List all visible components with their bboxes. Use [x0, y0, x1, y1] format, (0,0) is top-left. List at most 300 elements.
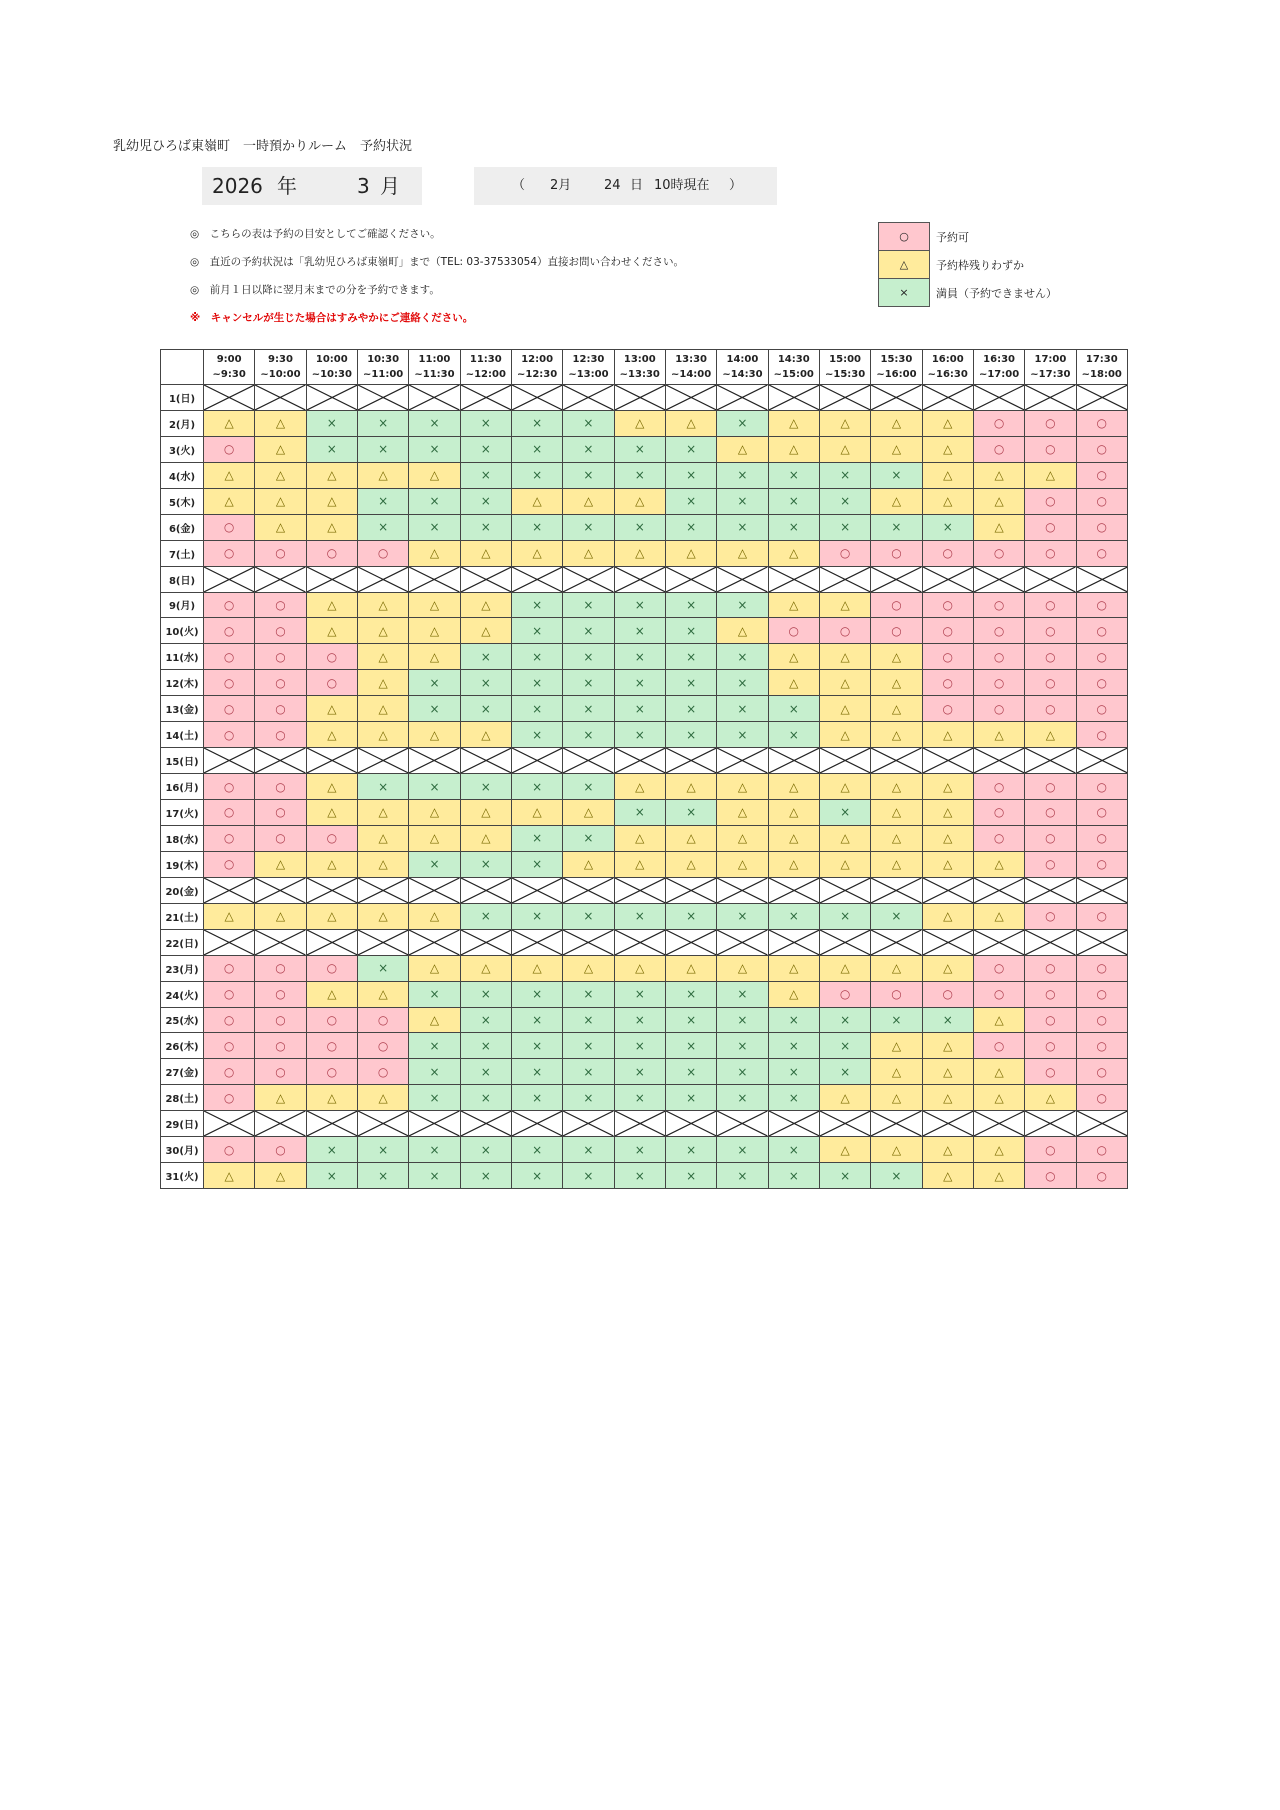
- closed-cell: [1076, 1111, 1127, 1137]
- slot-end: ~11:00: [363, 369, 404, 380]
- slot-cell: ×: [563, 1163, 614, 1189]
- closed-cell: [357, 929, 408, 955]
- slot-cell: ○: [1076, 1085, 1127, 1111]
- closed-cell: [460, 1111, 511, 1137]
- slot-cell: △: [357, 825, 408, 851]
- slot-cell: ×: [665, 1163, 716, 1189]
- slot-cell: ○: [1025, 851, 1076, 877]
- slot-cell: △: [255, 410, 306, 436]
- closed-cell: [717, 566, 768, 592]
- slot-cell: △: [204, 462, 255, 488]
- slot-cell: △: [973, 1059, 1024, 1085]
- slot-cell: △: [819, 851, 870, 877]
- slot-cell: ○: [1076, 774, 1127, 800]
- slot-cell: ○: [204, 981, 255, 1007]
- slot-cell: ×: [563, 825, 614, 851]
- day-row: [161, 385, 1128, 411]
- slot-cell: △: [563, 540, 614, 566]
- day-row: [161, 670, 1128, 696]
- closed-cell: [306, 385, 357, 411]
- slot-start: 15:00: [829, 354, 862, 365]
- slot-cell: ○: [306, 540, 357, 566]
- slot-end: ~17:00: [978, 369, 1020, 380]
- slot-cell: ×: [460, 1059, 511, 1085]
- slot-cell: ○: [871, 618, 922, 644]
- slot-cell: △: [973, 1085, 1024, 1111]
- closed-cell: [204, 748, 255, 774]
- closed-cell: [357, 748, 408, 774]
- closed-cell: [1076, 385, 1127, 411]
- closed-cell: [614, 929, 665, 955]
- day-label: 15(日): [161, 748, 204, 774]
- legend-swatch-available: ○: [879, 223, 930, 251]
- slot-cell: ○: [1076, 436, 1127, 462]
- closed-cell: [973, 929, 1024, 955]
- slot-cell: ○: [1025, 514, 1076, 540]
- slot-cell: ×: [819, 1007, 870, 1033]
- slot-cell: ×: [819, 800, 870, 826]
- slot-cell: △: [306, 981, 357, 1007]
- slot-cell: △: [357, 1085, 408, 1111]
- slot-cell: ○: [922, 670, 973, 696]
- closed-cell: [511, 929, 562, 955]
- slot-cell: ×: [665, 696, 716, 722]
- day-row: [161, 722, 1128, 748]
- slot-cell: ×: [768, 1085, 819, 1111]
- slot-cell: ○: [204, 1007, 255, 1033]
- closed-cell: [973, 877, 1024, 903]
- closed-cell: [460, 748, 511, 774]
- slot-cell: △: [255, 462, 306, 488]
- slot-cell: △: [409, 540, 460, 566]
- time-slot-header: [409, 350, 460, 385]
- day-row: [161, 1033, 1128, 1059]
- page-title: 乳幼児ひろば東嶺町 一時預かりルーム 予約状況: [113, 139, 413, 154]
- slot-end: ~13:00: [568, 369, 609, 380]
- slot-cell: ×: [409, 514, 460, 540]
- slot-cell: △: [204, 903, 255, 929]
- day-label: 29(日): [161, 1111, 204, 1137]
- closed-cell: [511, 566, 562, 592]
- slot-cell: ○: [204, 1059, 255, 1085]
- slot-cell: ×: [460, 670, 511, 696]
- day-row: [161, 774, 1128, 800]
- slot-cell: ○: [922, 696, 973, 722]
- slot-cell: △: [717, 540, 768, 566]
- slot-cell: ×: [665, 670, 716, 696]
- slot-end: ~10:00: [260, 369, 301, 380]
- slot-cell: △: [871, 1085, 922, 1111]
- slot-cell: ×: [511, 774, 562, 800]
- slot-cell: ○: [204, 540, 255, 566]
- slot-cell: △: [511, 540, 562, 566]
- slot-cell: △: [306, 851, 357, 877]
- slot-cell: ○: [1025, 540, 1076, 566]
- closed-cell: [306, 929, 357, 955]
- slot-cell: △: [768, 592, 819, 618]
- day-row: [161, 903, 1128, 929]
- slot-cell: ○: [1076, 1137, 1127, 1163]
- slot-cell: ×: [665, 903, 716, 929]
- closed-cell: [357, 1111, 408, 1137]
- closed-cell: [973, 385, 1024, 411]
- slot-cell: △: [409, 722, 460, 748]
- day-label: 11(水): [161, 644, 204, 670]
- closed-cell: [563, 1111, 614, 1137]
- slot-cell: △: [922, 1163, 973, 1189]
- slot-cell: ×: [614, 903, 665, 929]
- slot-cell: △: [357, 903, 408, 929]
- slot-cell: ×: [717, 696, 768, 722]
- notes: [190, 226, 684, 338]
- slot-cell: △: [871, 1059, 922, 1085]
- slot-cell: △: [922, 1137, 973, 1163]
- day-row: [161, 929, 1128, 955]
- slot-cell: △: [255, 851, 306, 877]
- closed-cell: [409, 929, 460, 955]
- slot-cell: ×: [768, 696, 819, 722]
- slot-cell: ×: [563, 462, 614, 488]
- day-row: [161, 1085, 1128, 1111]
- slot-cell: ○: [255, 592, 306, 618]
- slot-cell: △: [819, 1085, 870, 1111]
- slot-cell: ×: [614, 644, 665, 670]
- slot-start: 10:30: [367, 354, 400, 365]
- slot-cell: ×: [614, 1163, 665, 1189]
- slot-cell: △: [819, 670, 870, 696]
- slot-end: ~18:00: [1081, 369, 1122, 380]
- slot-cell: ○: [1025, 696, 1076, 722]
- slot-cell: ○: [973, 955, 1024, 981]
- slot-cell: ○: [922, 618, 973, 644]
- closed-cell: [255, 566, 306, 592]
- closed-cell: [717, 385, 768, 411]
- slot-cell: ○: [973, 644, 1024, 670]
- slot-cell: △: [922, 436, 973, 462]
- day-label: 9(月): [161, 592, 204, 618]
- closed-cell: [768, 877, 819, 903]
- slot-start: 12:30: [572, 354, 605, 365]
- closed-cell: [1025, 566, 1076, 592]
- slot-cell: △: [922, 851, 973, 877]
- slot-cell: ×: [511, 514, 562, 540]
- time-slot-header: [614, 350, 665, 385]
- time-slot-header: [306, 350, 357, 385]
- slot-cell: ×: [614, 592, 665, 618]
- slot-cell: ×: [768, 1007, 819, 1033]
- slot-cell: ×: [819, 1163, 870, 1189]
- slot-cell: ○: [204, 1085, 255, 1111]
- slot-cell: ×: [614, 1007, 665, 1033]
- slot-cell: △: [409, 644, 460, 670]
- slot-cell: ×: [563, 722, 614, 748]
- slot-cell: ○: [1076, 670, 1127, 696]
- slot-cell: ○: [973, 540, 1024, 566]
- day-label: 5(木): [161, 488, 204, 514]
- day-label: 12(木): [161, 670, 204, 696]
- slot-cell: △: [511, 488, 562, 514]
- slot-cell: △: [871, 436, 922, 462]
- slot-cell: ×: [511, 1137, 562, 1163]
- slot-cell: △: [973, 903, 1024, 929]
- slot-cell: ×: [665, 800, 716, 826]
- closed-cell: [511, 385, 562, 411]
- slot-cell: △: [306, 488, 357, 514]
- slot-cell: △: [768, 981, 819, 1007]
- slot-cell: △: [614, 774, 665, 800]
- closed-cell: [1025, 1111, 1076, 1137]
- slot-cell: △: [409, 1007, 460, 1033]
- as-of-close: ）: [729, 178, 743, 193]
- closed-cell: [973, 566, 1024, 592]
- closed-cell: [563, 929, 614, 955]
- closed-cell: [255, 748, 306, 774]
- slot-cell: ○: [357, 540, 408, 566]
- slot-cell: ×: [563, 410, 614, 436]
- slot-cell: ×: [717, 410, 768, 436]
- day-row: [161, 1137, 1128, 1163]
- slot-cell: ×: [409, 774, 460, 800]
- slot-cell: △: [922, 800, 973, 826]
- slot-cell: △: [563, 800, 614, 826]
- closed-cell: [665, 385, 716, 411]
- closed-cell: [973, 1111, 1024, 1137]
- slot-cell: ○: [357, 1007, 408, 1033]
- slot-cell: △: [204, 1163, 255, 1189]
- slot-cell: ○: [306, 644, 357, 670]
- as-of-box: [474, 167, 777, 205]
- slot-cell: ×: [306, 1163, 357, 1189]
- slot-cell: △: [871, 851, 922, 877]
- day-label: 10(火): [161, 618, 204, 644]
- day-row: [161, 981, 1128, 1007]
- slot-cell: ×: [665, 592, 716, 618]
- slot-cell: ○: [306, 1059, 357, 1085]
- closed-cell: [204, 877, 255, 903]
- slot-cell: ○: [255, 670, 306, 696]
- slot-cell: △: [306, 774, 357, 800]
- slot-cell: ○: [306, 1033, 357, 1059]
- slot-cell: ○: [204, 800, 255, 826]
- slot-cell: ○: [1025, 488, 1076, 514]
- slot-cell: △: [357, 618, 408, 644]
- slot-cell: ×: [717, 1059, 768, 1085]
- slot-cell: ×: [409, 410, 460, 436]
- slot-cell: ×: [409, 1033, 460, 1059]
- closed-cell: [768, 748, 819, 774]
- day-row: [161, 462, 1128, 488]
- closed-cell: [768, 385, 819, 411]
- slot-cell: ○: [255, 540, 306, 566]
- slot-cell: ○: [973, 825, 1024, 851]
- slot-cell: ○: [819, 981, 870, 1007]
- day-row: [161, 1059, 1128, 1085]
- slot-cell: ×: [563, 670, 614, 696]
- closed-cell: [460, 385, 511, 411]
- slot-cell: ×: [460, 436, 511, 462]
- slot-cell: △: [1025, 462, 1076, 488]
- slot-cell: ×: [409, 851, 460, 877]
- slot-cell: ×: [717, 1033, 768, 1059]
- slot-cell: ×: [563, 1085, 614, 1111]
- slot-end: ~11:30: [414, 369, 455, 380]
- slot-cell: ○: [306, 955, 357, 981]
- closed-cell: [204, 385, 255, 411]
- slot-cell: ○: [204, 851, 255, 877]
- slot-end: ~12:30: [517, 369, 558, 380]
- slot-end: ~10:30: [311, 369, 352, 380]
- slot-cell: △: [306, 592, 357, 618]
- closed-cell: [819, 1111, 870, 1137]
- slot-cell: ○: [204, 436, 255, 462]
- slot-start: 9:00: [216, 354, 242, 365]
- slot-cell: ×: [768, 903, 819, 929]
- slot-start: 17:00: [1034, 354, 1067, 365]
- slot-cell: ×: [819, 1059, 870, 1085]
- slot-cell: ×: [563, 1033, 614, 1059]
- day-row: [161, 618, 1128, 644]
- slot-cell: ×: [409, 1137, 460, 1163]
- slot-cell: △: [871, 696, 922, 722]
- slot-cell: ×: [614, 514, 665, 540]
- day-row: [161, 800, 1128, 826]
- slot-cell: ×: [768, 462, 819, 488]
- closed-cell: [204, 929, 255, 955]
- slot-cell: ×: [665, 462, 716, 488]
- slot-cell: ×: [460, 462, 511, 488]
- slot-cell: ×: [460, 696, 511, 722]
- slot-cell: ×: [614, 670, 665, 696]
- slot-cell: ○: [922, 644, 973, 670]
- day-label: 30(月): [161, 1137, 204, 1163]
- slot-cell: ○: [1025, 644, 1076, 670]
- day-row: [161, 1111, 1128, 1137]
- slot-cell: ×: [409, 696, 460, 722]
- slot-cell: ×: [511, 981, 562, 1007]
- slot-cell: ○: [1076, 825, 1127, 851]
- slot-cell: △: [460, 825, 511, 851]
- slot-cell: ×: [665, 1059, 716, 1085]
- day-row: [161, 1163, 1128, 1189]
- slot-cell: △: [717, 955, 768, 981]
- slot-cell: △: [357, 981, 408, 1007]
- day-label: 1(日): [161, 385, 204, 411]
- slot-cell: △: [973, 1137, 1024, 1163]
- slot-cell: ×: [357, 774, 408, 800]
- day-label: 19(木): [161, 851, 204, 877]
- slot-cell: ×: [768, 488, 819, 514]
- slot-cell: △: [614, 825, 665, 851]
- slot-cell: △: [460, 618, 511, 644]
- slot-cell: ×: [717, 592, 768, 618]
- corner-cell: [161, 350, 204, 385]
- as-of-open: （: [512, 178, 526, 193]
- legend-label: 予約枠残りわずか: [936, 258, 1024, 272]
- slot-cell: △: [665, 825, 716, 851]
- slot-cell: △: [768, 851, 819, 877]
- slot-cell: △: [460, 592, 511, 618]
- day-label: 13(金): [161, 696, 204, 722]
- slot-cell: ○: [1076, 851, 1127, 877]
- time-slot-header: [819, 350, 870, 385]
- slot-cell: ○: [1076, 696, 1127, 722]
- slot-cell: △: [922, 903, 973, 929]
- slot-start: 11:30: [469, 354, 502, 365]
- slot-cell: △: [460, 722, 511, 748]
- slot-cell: ○: [973, 670, 1024, 696]
- closed-cell: [768, 929, 819, 955]
- slot-cell: △: [511, 800, 562, 826]
- time-slot-header: [255, 350, 306, 385]
- slot-cell: ×: [768, 1163, 819, 1189]
- slot-cell: △: [922, 410, 973, 436]
- slot-cell: ×: [511, 644, 562, 670]
- slot-cell: △: [1025, 722, 1076, 748]
- legend: [878, 222, 1059, 307]
- slot-cell: △: [871, 1033, 922, 1059]
- slot-cell: △: [306, 1085, 357, 1111]
- month-value: 3: [357, 174, 370, 198]
- time-slot-header: [204, 350, 255, 385]
- slot-cell: △: [204, 488, 255, 514]
- day-row: [161, 825, 1128, 851]
- closed-cell: [819, 929, 870, 955]
- slot-cell: △: [871, 722, 922, 748]
- slot-cell: ○: [1025, 436, 1076, 462]
- slot-cell: ×: [922, 514, 973, 540]
- slot-cell: ×: [563, 644, 614, 670]
- slot-cell: △: [973, 851, 1024, 877]
- slot-cell: ○: [973, 981, 1024, 1007]
- closed-cell: [973, 748, 1024, 774]
- slot-cell: ×: [409, 488, 460, 514]
- slot-cell: △: [563, 488, 614, 514]
- slot-cell: △: [409, 955, 460, 981]
- slot-cell: ×: [511, 1085, 562, 1111]
- closed-cell: [922, 566, 973, 592]
- slot-cell: △: [819, 825, 870, 851]
- slot-cell: ×: [665, 488, 716, 514]
- closed-cell: [871, 929, 922, 955]
- slot-cell: △: [357, 670, 408, 696]
- slot-cell: ○: [1025, 1059, 1076, 1085]
- slot-start: 16:00: [931, 354, 964, 365]
- slot-cell: ○: [204, 722, 255, 748]
- slot-cell: △: [614, 851, 665, 877]
- slot-cell: △: [357, 462, 408, 488]
- slot-cell: ○: [255, 981, 306, 1007]
- closed-cell: [922, 748, 973, 774]
- slot-cell: ○: [1076, 410, 1127, 436]
- slot-cell: ×: [768, 1137, 819, 1163]
- slot-cell: ×: [563, 981, 614, 1007]
- slot-end: ~17:30: [1030, 369, 1071, 380]
- slot-cell: ×: [614, 462, 665, 488]
- slot-cell: △: [768, 410, 819, 436]
- closed-cell: [871, 877, 922, 903]
- slot-cell: ○: [255, 774, 306, 800]
- slot-cell: △: [973, 722, 1024, 748]
- slot-end: ~15:00: [773, 369, 814, 380]
- slot-cell: △: [306, 722, 357, 748]
- slot-cell: ○: [1025, 774, 1076, 800]
- slot-cell: ×: [717, 981, 768, 1007]
- slot-cell: △: [255, 436, 306, 462]
- slot-cell: △: [306, 903, 357, 929]
- slot-cell: ○: [255, 800, 306, 826]
- closed-cell: [409, 748, 460, 774]
- slot-cell: ×: [614, 436, 665, 462]
